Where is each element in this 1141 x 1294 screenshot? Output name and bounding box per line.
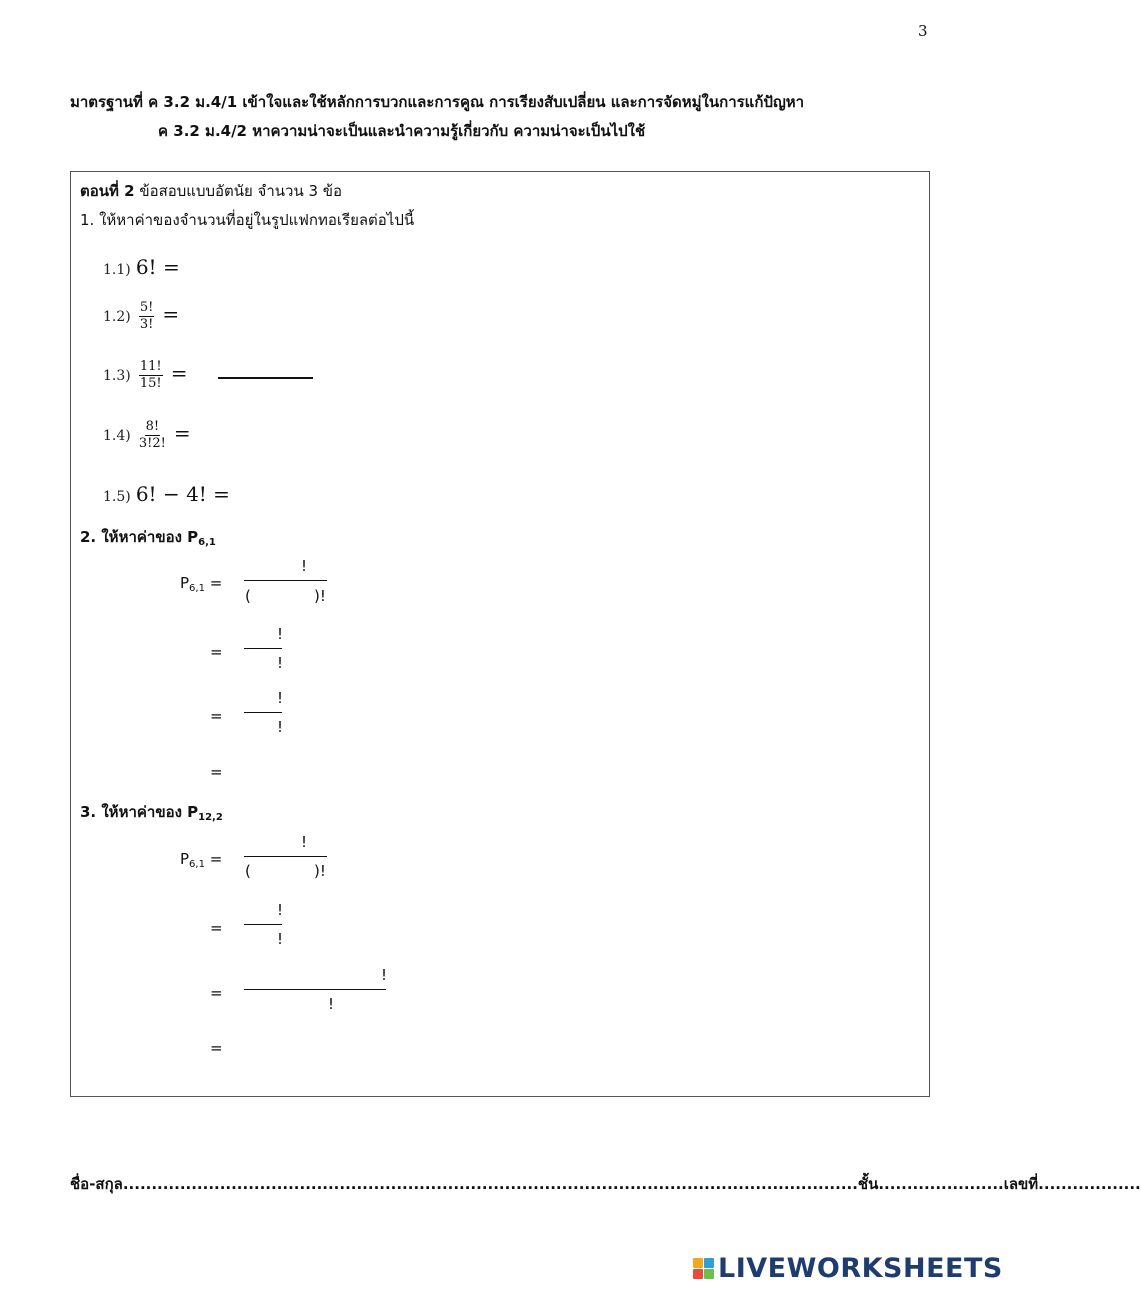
question-3-label: 3. ให้หาค่าของ P — [80, 803, 199, 821]
bang: ! — [328, 995, 335, 1013]
item-1-5 — [103, 482, 230, 506]
item-label: 1.4) — [103, 428, 131, 444]
question-1-text: 1. ให้หาค่าของจำนวนที่อยู่ในรูปแฟกทอเรียลต่อไปนี้ — [80, 211, 415, 229]
numerator: 8! — [145, 419, 160, 434]
item-1-4 — [103, 419, 191, 452]
item-1-2 — [103, 300, 179, 333]
student-info-footer — [70, 1172, 1141, 1196]
logo-square-3 — [693, 1269, 703, 1279]
equals-sign: = — [210, 1039, 223, 1057]
bang: ! — [301, 557, 308, 575]
bang: ! — [381, 966, 388, 984]
logo-text: LIVEWORKSHEETS — [718, 1253, 1003, 1284]
liveworksheets-logo-icon — [693, 1258, 714, 1279]
fraction-bar — [244, 580, 327, 581]
close-paren-bang: )! — [314, 862, 326, 880]
number-field[interactable]: เลขที่.................. — [1003, 1175, 1141, 1193]
equals-sign: = — [210, 643, 223, 661]
bang: ! — [301, 833, 308, 851]
item-label: 1.3) — [103, 368, 131, 384]
item-label: 1.5) — [103, 489, 131, 505]
answer-input-line[interactable] — [218, 377, 313, 379]
question-3-text — [80, 800, 223, 824]
bang: ! — [277, 654, 284, 672]
equals-sign: = — [209, 850, 223, 868]
item-1-3 — [103, 359, 187, 392]
equals-sign: = — [210, 707, 223, 725]
item-label: 1.1) — [103, 262, 131, 278]
liveworksheets-logo — [693, 1253, 1003, 1284]
numerator: 5! — [139, 300, 154, 315]
name-field[interactable]: ชื่อ-สกุล................................................................................................................................. — [70, 1175, 858, 1193]
denominator: 3!2! — [138, 436, 166, 451]
p-label — [180, 574, 222, 594]
equals-sign: = — [209, 574, 223, 592]
standard-line-1: มาตรฐานที่ ค 3.2 ม.4/1 เข้าใจและใช้หลักการบวกและการคูณ การเรียงสับเปลี่ยน และการจัดหมู่ในการแก้ปัญหา — [70, 93, 805, 111]
fraction — [139, 419, 166, 452]
p-symbol: P — [180, 574, 190, 592]
logo-square-1 — [693, 1258, 703, 1268]
section-subtitle: ข้อสอบแบบอัตนัย จำนวน 3 ข้อ — [134, 182, 343, 200]
item-1-1 — [103, 255, 180, 279]
p-subscript: 6,1 — [189, 583, 205, 594]
p-label — [180, 850, 222, 870]
p-subscript: 6,1 — [189, 859, 205, 870]
class-field[interactable]: ชั้น...................... — [857, 1175, 1004, 1193]
equals-sign: = — [173, 421, 191, 445]
close-paren-bang: )! — [314, 587, 326, 605]
fraction-bar — [244, 989, 386, 990]
denominator: 3! — [139, 317, 154, 332]
fraction-bar — [244, 924, 282, 925]
question-2-text — [80, 525, 216, 549]
bang: ! — [277, 901, 284, 919]
fraction — [139, 300, 155, 333]
item-expression: 6! − 4! = — [135, 482, 230, 506]
page-number: 3 — [918, 22, 928, 40]
question-2-subscript: 6,1 — [198, 537, 216, 548]
equals-sign: = — [210, 763, 223, 781]
equals-sign: = — [210, 919, 223, 937]
equals-sign: = — [162, 302, 180, 326]
equals-sign: = — [170, 361, 188, 385]
question-2-label: 2. ให้หาค่าของ P — [80, 528, 199, 546]
question-box — [70, 171, 930, 1097]
bang: ! — [277, 689, 284, 707]
numerator: 11! — [139, 359, 162, 374]
fraction-bar — [244, 712, 282, 713]
bang: ! — [277, 718, 284, 736]
standard-line-2: ค 3.2 ม.4/2 หาความน่าจะเป็นและนำความรู้เกี่ยวกับ ความน่าจะเป็นไปใช้ — [158, 122, 646, 140]
p-symbol: P — [180, 850, 190, 868]
item-label: 1.2) — [103, 309, 131, 325]
question-3-subscript: 12,2 — [198, 812, 223, 823]
open-paren: ( — [245, 587, 251, 605]
bang: ! — [277, 625, 284, 643]
equals-sign: = — [210, 984, 223, 1002]
fraction-bar — [244, 648, 282, 649]
item-expression: 6! = — [135, 255, 180, 279]
fraction-bar — [244, 856, 327, 857]
logo-square-4 — [704, 1269, 714, 1279]
denominator: 15! — [139, 376, 162, 391]
section-heading — [80, 179, 342, 203]
logo-square-2 — [704, 1258, 714, 1268]
open-paren: ( — [245, 862, 251, 880]
bang: ! — [277, 930, 284, 948]
fraction — [139, 359, 163, 392]
section-title: ตอนที่ 2 — [80, 182, 135, 200]
